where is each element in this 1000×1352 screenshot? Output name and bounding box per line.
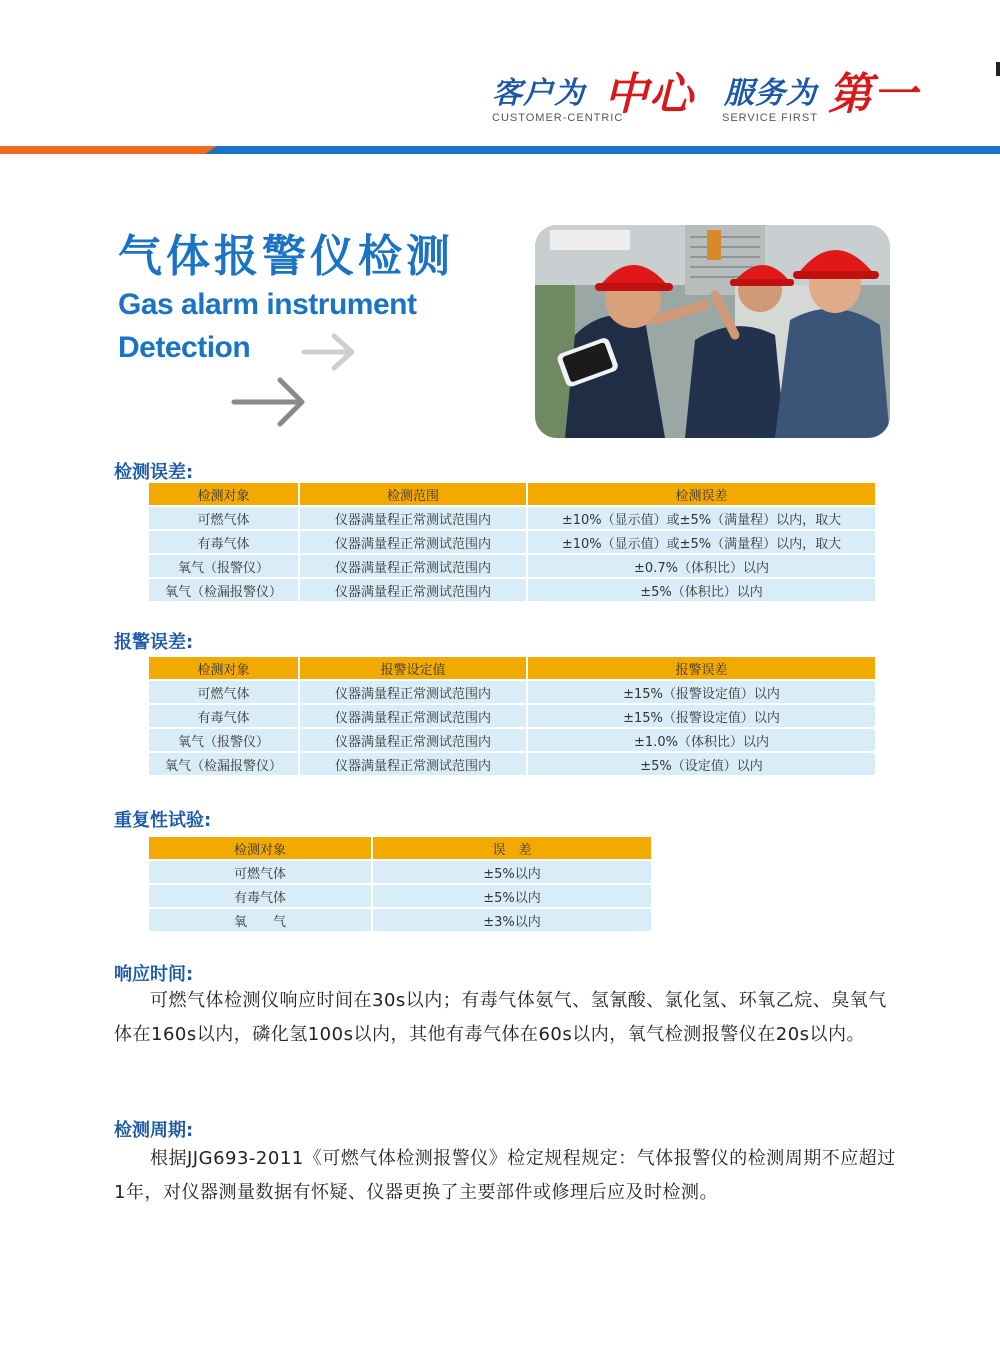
- table-header: 检测对象: [149, 837, 371, 859]
- table-header: 检测范围: [300, 483, 526, 505]
- table-row: [149, 729, 875, 751]
- page-title-english-line1: Gas alarm instrument: [118, 288, 417, 321]
- table-cell: 仪器满量程正常测试范围内: [300, 705, 526, 727]
- slogan-2-highlight: 第一: [828, 69, 918, 120]
- table-cell: ±0.7%（体积比）以内: [528, 555, 875, 577]
- table-cell: ±3%以内: [373, 909, 651, 931]
- table-header: 误 差: [373, 837, 651, 859]
- table-row: [149, 753, 875, 775]
- table-cell: ±5%以内: [373, 885, 651, 907]
- section-title-detection-cycle: 检测周期:: [114, 1120, 194, 1141]
- repeatability-table: [147, 835, 653, 933]
- crop-mark: [996, 62, 1000, 76]
- workers-inspection-photo: [535, 225, 890, 438]
- table-cell: 仪器满量程正常测试范围内: [300, 681, 526, 703]
- alarm-error-table: [147, 655, 877, 777]
- table-row: [149, 861, 651, 883]
- table-header: 检测对象: [149, 657, 298, 679]
- table-cell: ±15%（报警设定值）以内: [528, 705, 875, 727]
- section-title-detection-error: 检测误差:: [114, 462, 194, 483]
- detection-cycle-text: 根据JJG693-2011《可燃气体检测报警仪》检定规程规定：气体报警仪的检测周期不应超过1年，对仪器测量数据有怀疑、仪器更换了主要部件或修理后应及时检测。: [114, 1148, 896, 1203]
- table-row: [149, 885, 651, 907]
- table-row: [149, 531, 875, 553]
- table-row: [149, 705, 875, 727]
- arrow-dark-icon: [230, 376, 310, 432]
- table-cell: 氧气（报警仪）: [149, 729, 298, 751]
- table-cell: 可燃气体: [149, 681, 298, 703]
- section-title-alarm-error: 报警误差:: [114, 632, 194, 653]
- table-cell: 氧气（报警仪）: [149, 555, 298, 577]
- section-title-response-time: 响应时间:: [114, 964, 194, 985]
- slogan: [492, 68, 932, 138]
- table-cell: 仪器满量程正常测试范围内: [300, 579, 526, 601]
- table-cell: 有毒气体: [149, 531, 298, 553]
- table-cell: 氧气（检漏报警仪）: [149, 579, 298, 601]
- table-row: [149, 909, 651, 931]
- table-cell: ±5%（设定值）以内: [528, 753, 875, 775]
- slogan-2-text: 服务为: [724, 76, 817, 111]
- table-cell: 氧气（检漏报警仪）: [149, 753, 298, 775]
- table-cell: 有毒气体: [149, 705, 298, 727]
- page-title: 气体报警仪检测: [118, 231, 454, 282]
- table-cell: ±5%（体积比）以内: [528, 579, 875, 601]
- table-cell: ±15%（报警设定值）以内: [528, 681, 875, 703]
- table-row: [149, 555, 875, 577]
- table-cell: 仪器满量程正常测试范围内: [300, 507, 526, 529]
- table-cell: ±5%以内: [373, 861, 651, 883]
- table-row: [149, 507, 875, 529]
- table-cell: 仪器满量程正常测试范围内: [300, 729, 526, 751]
- table-cell: 仪器满量程正常测试范围内: [300, 531, 526, 553]
- slogan-1-english: CUSTOMER-CENTRIC: [492, 112, 624, 124]
- section-title-repeatability: 重复性试验:: [114, 810, 212, 831]
- page-title-english-line2: Detection: [118, 331, 251, 364]
- table-cell: ±10%（显示值）或±5%（满量程）以内，取大: [528, 531, 875, 553]
- table-cell: ±1.0%（体积比）以内: [528, 729, 875, 751]
- detection-error-table: [147, 481, 877, 603]
- table-cell: 仪器满量程正常测试范围内: [300, 555, 526, 577]
- header-stripe-blue: [205, 146, 1000, 154]
- table-cell: 氧 气: [149, 909, 371, 931]
- table-header: 检测对象: [149, 483, 298, 505]
- table-header: 报警误差: [528, 657, 875, 679]
- slogan-1-highlight: 中心: [604, 69, 694, 120]
- table-cell: 可燃气体: [149, 507, 298, 529]
- arrow-light-icon: [300, 330, 360, 374]
- table-cell: 有毒气体: [149, 885, 371, 907]
- table-cell: 仪器满量程正常测试范围内: [300, 753, 526, 775]
- table-row: [149, 681, 875, 703]
- slogan-1-text: 客户为: [492, 76, 585, 111]
- table-header: 报警设定值: [300, 657, 526, 679]
- table-cell: 可燃气体: [149, 861, 371, 883]
- slogan-2-english: SERVICE FIRST: [722, 112, 818, 124]
- table-header: 检测误差: [528, 483, 875, 505]
- table-row: [149, 579, 875, 601]
- response-time-text: 可燃气体检测仪响应时间在30s以内；有毒气体氨气、氢氰酸、氯化氢、环氧乙烷、臭氧气体在160s以内，磷化氢100s以内，其他有毒气体在60s以内，氧气检测报警仪在20s以内。: [114, 990, 887, 1045]
- table-cell: ±10%（显示值）或±5%（满量程）以内，取大: [528, 507, 875, 529]
